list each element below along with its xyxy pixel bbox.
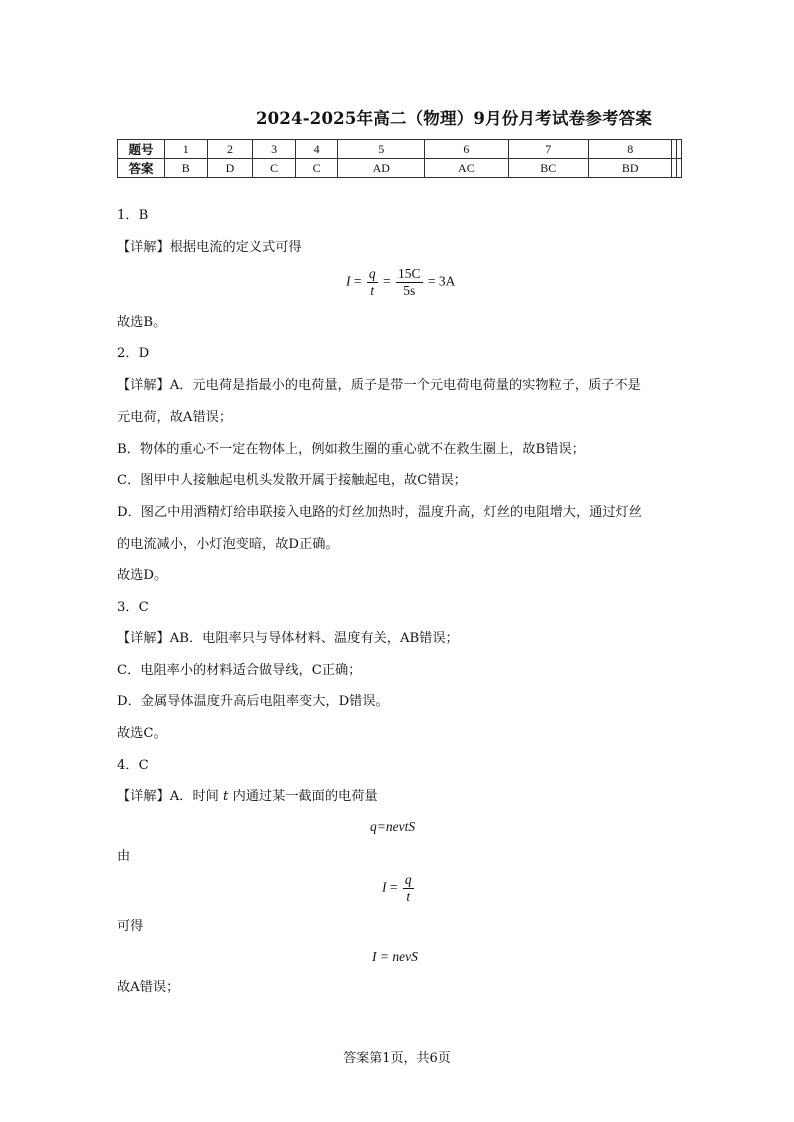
table-cell: 6 [425, 140, 508, 159]
numerator: q [368, 266, 376, 281]
table-cell: 2 [207, 140, 253, 159]
table-header-question-number: 题号 [118, 140, 165, 159]
q2-line: C．图甲中人接触起电机头发散开属于接触起电，故C错误； [117, 473, 467, 488]
table-cell [677, 159, 682, 178]
q3-conclusion: 故选C。 [117, 726, 167, 741]
q3-line: C．电阻率小的材料适合做导线，C正确； [117, 663, 362, 678]
q4-text-get: 可得 [117, 919, 144, 934]
q1-conclusion: 故选B。 [117, 315, 167, 330]
table-cell: 7 [508, 140, 588, 159]
fraction [367, 266, 378, 299]
table-cell: BC [508, 159, 588, 178]
page-footer: 答案第1页，共6页 [343, 1051, 451, 1066]
answer-table [117, 139, 682, 178]
q4-text-by: 由 [117, 849, 131, 864]
table-cell: AD [338, 159, 425, 178]
table-cell: D [207, 159, 253, 178]
q2-conclusion: 故选D。 [117, 568, 168, 583]
numerator: 15C [398, 266, 421, 281]
table-header-answer: 答案 [118, 159, 165, 178]
q4-heading: 4．C [117, 758, 149, 773]
q2-line: 【详解】A．元电荷是指最小的电荷量，质子是带一个元电荷电荷量的实物粒子，质子不是 [117, 378, 641, 393]
fraction [396, 266, 423, 299]
table-cell: 1 [165, 140, 208, 159]
denominator: t [370, 283, 375, 298]
q3-heading: 3．C [117, 600, 149, 615]
denominator: t [406, 889, 411, 904]
q1-detail: 【详解】根据电流的定义式可得 [117, 240, 302, 255]
q1-heading: 1．B [117, 208, 149, 223]
q2-line: 元电荷，故A错误； [117, 410, 233, 425]
table-cell: B [165, 159, 208, 178]
fraction [403, 872, 414, 905]
table-row-numbers [118, 140, 682, 159]
page-title: 2024-2025年高二（物理）9月份月考试卷参考答案 [256, 109, 653, 128]
q4-equation-result: I = nevS [372, 949, 418, 964]
eq-var-i: I [382, 879, 387, 895]
table-cell: C [295, 159, 338, 178]
q4-text: 【详解】A．时间 [117, 789, 219, 804]
eq-result: 3A [438, 273, 456, 289]
table-cell: C [253, 159, 296, 178]
q2-line: B．物体的重心不一定在物体上，例如救生圈的重心就不在救生圈上，故B错误； [117, 442, 585, 457]
q4-equation-current: I = $\frac{q}{t}$ [382, 872, 412, 904]
q1-equation: I = $\frac{q}{t}$ = $\frac{15C}{5s}$ = 3A [346, 266, 456, 298]
q2-line: D．图乙中用酒精灯给串联接入电路的灯丝加热时，温度升高，灯丝的电阻增大，通过灯丝 [117, 505, 642, 520]
table-cell [677, 140, 682, 159]
q4-conclusion: 故A错误； [117, 980, 180, 995]
q3-line: D．金属导体温度升高后电阻率变大，D错误。 [117, 694, 389, 709]
q2-line: 的电流减小，小灯泡变暗，故D正确。 [117, 537, 339, 552]
numerator: q [404, 872, 412, 887]
table-cell: AC [425, 159, 508, 178]
table-cell: BD [589, 159, 672, 178]
q4-text: 内通过某一截面的电荷量 [232, 789, 378, 804]
q4-line [117, 788, 378, 806]
table-cell: 5 [338, 140, 425, 159]
eq-var-t: t [223, 789, 229, 804]
q2-heading: 2．D [117, 346, 150, 361]
eq-var-i: I [346, 273, 351, 289]
q4-equation-charge: q=nevtS [370, 819, 416, 834]
table-cell: 8 [589, 140, 672, 159]
q3-line: 【详解】AB．电阻率只与导体材料、温度有关，AB错误； [117, 631, 459, 646]
table-cell: 3 [253, 140, 296, 159]
table-cell: 4 [295, 140, 338, 159]
denominator: 5s [403, 283, 416, 298]
table-row-answers [118, 159, 682, 178]
